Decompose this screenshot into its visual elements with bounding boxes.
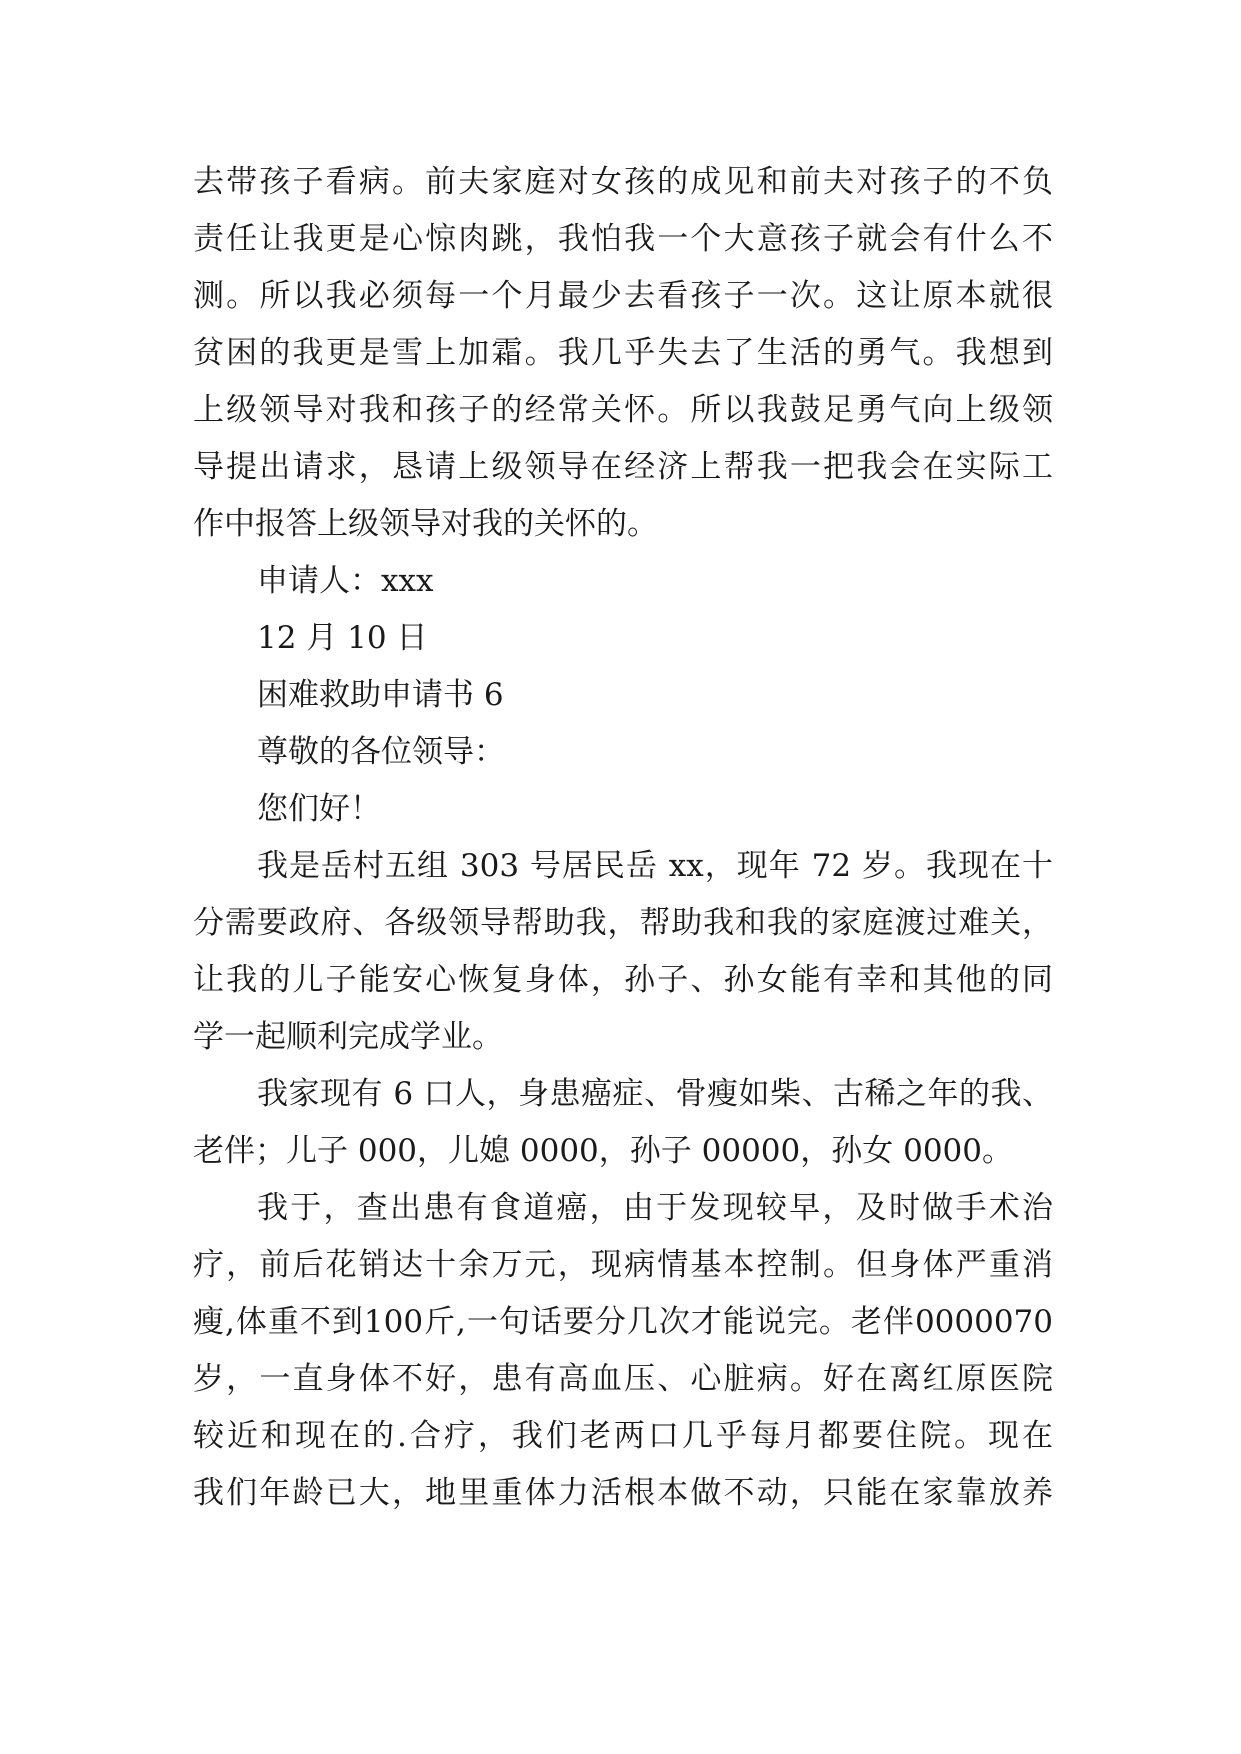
- paragraph-line: 疗，前后花销达十余万元，现病情基本控制。但身体严重消: [193, 1247, 1053, 1283]
- paragraph-line: 瘦,体重不到100斤,一句话要分几次才能说完。老伴0000070: [193, 1304, 1053, 1340]
- letter-greeting: 您们好！: [257, 791, 381, 827]
- applicant-signature: 申请人：xxx: [257, 563, 434, 599]
- paragraph-line: 作中报答上级领导对我的关怀的。: [193, 506, 658, 542]
- letter-title: 困难救助申请书 6: [257, 677, 504, 713]
- paragraph-line: 我于，查出患有食道癌，由于发现较早，及时做手术治: [257, 1190, 1053, 1226]
- paragraph-line: 分需要政府、各级领导帮助我，帮助我和我的家庭渡过难关，: [193, 905, 1053, 941]
- paragraph-line: 我们年龄已大，地里重体力活根本做不动，只能在家靠放养: [193, 1475, 1053, 1511]
- paragraph-line: 较近和现在的.合疗，我们老两口几乎每月都要住院。现在: [193, 1418, 1053, 1454]
- paragraph-line: 去带孩子看病。前夫家庭对女孩的成见和前夫对孩子的不负: [193, 164, 1053, 200]
- paragraph-line: 责任让我更是心惊肉跳，我怕我一个大意孩子就会有什么不: [193, 221, 1053, 257]
- signature-date: 12 月 10 日: [257, 620, 428, 656]
- paragraph-line: 测。所以我必须每一个月最少去看孩子一次。这让原本就很: [193, 278, 1053, 314]
- paragraph-line: 我是岳村五组 303 号居民岳 xx，现年 72 岁。我现在十: [257, 848, 1053, 884]
- paragraph-line: 上级领导对我和孩子的经常关怀。所以我鼓足勇气向上级领: [193, 392, 1053, 428]
- paragraph-line: 老伴；儿子 000，儿媳 0000，孙子 00000，孙女 0000。: [193, 1133, 1013, 1169]
- paragraph-line: 贫困的我更是雪上加霜。我几乎失去了生活的勇气。我想到: [193, 335, 1053, 371]
- paragraph-line: 岁，一直身体不好，患有高血压、心脏病。好在离红原医院: [193, 1361, 1053, 1397]
- letter-salutation: 尊敬的各位领导：: [257, 734, 505, 770]
- paragraph-line: 学一起顺利完成学业。: [193, 1019, 503, 1055]
- paragraph-line: 让我的儿子能安心恢复身体，孙子、孙女能有幸和其他的同: [193, 962, 1053, 998]
- paragraph-line: 我家现有 6 口人，身患癌症、骨瘦如柴、古稀之年的我、: [257, 1076, 1053, 1112]
- paragraph-line: 导提出请求，恳请上级领导在经济上帮我一把我会在实际工: [193, 449, 1053, 485]
